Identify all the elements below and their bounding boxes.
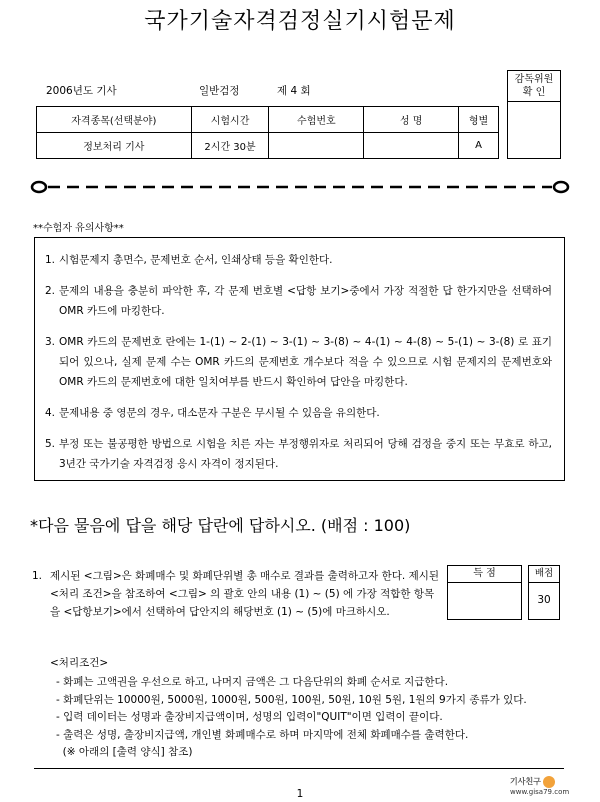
condition-item: - 화폐단위는 10000원, 5000원, 1000원, 500원, 100원, 50원, 10원 5원, 1원의 9가지 종류가 있다. [56,693,527,706]
question-number: 1. [32,570,43,582]
site-logo [510,776,570,796]
condition-item: - 입력 데이터는 성명과 출장비지급액이며, 성명의 입력이"QUIT"이면 입력이 끝이다. [56,711,443,723]
points-label: 배점 [529,566,559,583]
notice-item: 1. 시험문제지 총면수, 문제번호 순서, 인쇄상태 등을 확인한다. [45,254,333,266]
score-box [447,565,522,620]
notice-item: 2. 문제의 내용을 충분히 파악한 후, 각 문제 번호별 <답항 보기>중에서 가장 적절한 답 한가지만을 선택하여 OMR 카드에 마킹한다. [45,285,552,317]
condition-item: - 출력은 성명, 출장비지급액, 개인별 화폐매수로 하며 마지막에 전체 화폐매수를 출력한다. [56,728,469,741]
value-time: 2시간 30분 [191,133,269,159]
notice-item: 3. OMR 카드의 문제번호 란에는 1-(1) ~ 2-(1) ~ 3-(1) ~ 3-(8) ~ 4-(1) ~ 4-(8) ~ 5-(1) ~ 3-(8) 로 표기 되어 있으나, 실제 문제 수는 OMR 카드의 문제번호 개수보다 적을 수 있으므로 시험 문제지의 문제번호와 OMR 카드의 문제번호에 대한 일치여부를 반드시 확인하여 답안을 마킹한다. [45,336,552,388]
header-exam-number: 수험번호 [269,107,364,133]
exam-year: 2006년도 기사 [46,85,117,97]
header-type: 형별 [459,107,499,133]
supervisor-box [507,70,561,159]
cut-line [30,180,570,194]
points-box [528,565,560,620]
conditions-title: <처리조건> [50,657,109,669]
notice-item: 5. 부정 또는 불공평한 방법으로 시험을 치른 자는 부정행위자로 처리되어 당해 검정을 중지 또는 무효로 하고, 3년간 국가기술 자격검정 응시 자격이 정지된다. [45,438,552,470]
condition-item: - 화폐는 고액권을 우선으로 하고, 나머지 금액은 그 다음단위의 화폐 순서로 지급한다. [56,676,449,688]
document-title: 국가기술자격검정실기시험문제 [144,9,456,34]
header-subject: 자격종목(선택분야) [37,107,192,133]
exam-info-table [36,106,499,159]
logo-circle-icon [543,776,555,788]
points-value: 30 [537,594,551,606]
exam-round: 제 4 회 [277,85,311,97]
conditions-list [56,674,566,762]
value-type: A [459,133,499,159]
value-exam-number [269,133,364,159]
notice-item: 4. 문제내용 중 영문의 경우, 대소문자 구분은 무시될 수 있음을 유의한다. [45,407,380,419]
supervisor-label: 감독위원 확 인 [508,71,560,102]
question-1 [32,567,442,621]
section-title: *다음 물음에 답을 해당 답란에 답하시오. (배점 : 100) [30,516,411,535]
header-time: 시험시간 [191,107,269,133]
logo-url: www.gisa79.com [510,788,570,796]
logo-brand: 기사친구 [510,777,541,786]
info-value-row [37,133,499,159]
exam-type: 일반검정 [199,85,240,97]
footer-rule [34,768,564,769]
notice-box [34,237,565,481]
score-label: 득 점 [448,566,521,583]
condition-item: (※ 아래의 [출력 양식] 참조) [56,746,193,758]
value-subject: 정보처리 기사 [37,133,192,159]
value-name [364,133,459,159]
notice-title: **수험자 유의사항** [33,223,124,234]
question-text: 제시된 <그림>은 화폐매수 및 화폐단위별 총 매수로 결과를 출력하고자 한다. 제시된 <처리 조건>을 참조하여 <그림> 의 괄호 안의 내용 (1) ~ (5) 에 가장 적합한 항목을 <답항보기>에서 선택하여 답안지의 해당번호 (1) ~ (5)에 마크하시오. [50,570,440,618]
page-number: 1 [296,788,304,800]
header-name: 성 명 [364,107,459,133]
info-header-row [37,107,499,133]
